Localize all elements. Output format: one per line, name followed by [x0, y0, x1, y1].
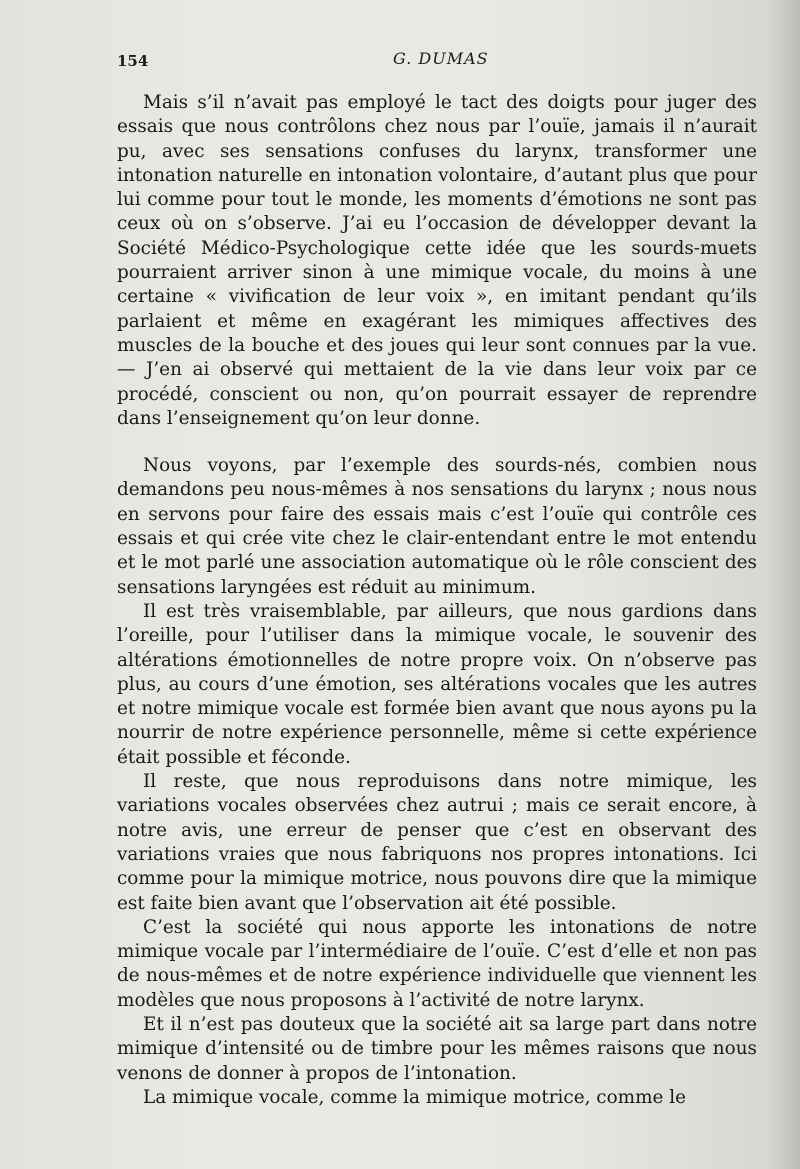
paragraph: Il est très vraisemblable, par ailleurs, que nous gardions dans l’oreille, pour l’utiliser dans la mimique vocale, le souvenir des altérations émotionnelles de notre propre voix. On n’observe pas plus, au cours d’une émotion, ses altérations vocales que les autres et notre mimique vocale est formée bien avant que nous ayons pu la nourrir de notre expérience personnelle, même si cette expérience était possible et féconde.: [117, 600, 757, 768]
page-header: [117, 48, 757, 74]
paragraph: Nous voyons, par l’exemple des sourds-nés, combien nous demandons peu nous-mêmes à nos sensations du larynx ; nous nous en servons pour faire des essais mais c’est l’ouïe qui contrôle ces essais et qui crée vite chez le clair-entendant entre le mot entendu et le mot parlé une association automatique où le rôle conscient des sensations laryngées est réduit au minimum.: [117, 455, 757, 598]
paragraph: C’est la société qui nous apporte les intonations de notre mimique vocale par l’intermédiaire de l’ouïe. C’est d’elle et non pas de nous-mêmes et de notre expérience individuelle que viennent les modèles que nous proposons à l’activité de notre larynx.: [117, 916, 757, 1011]
paragraph: Il reste, que nous reproduisons dans notre mimique, les variations vocales observées chez autrui ; mais ce serait encore, à notre avis, une erreur de penser que c’est en observant des variations vraies que nous fabriquons nos propres intonations. Ici comme pour la mimique motrice, nous pouvons dire que la mimique est faite bien avant que l’observation ait été possible.: [117, 771, 757, 914]
running-head: G. DUMAS: [393, 49, 489, 68]
paragraph: Mais s’il n’avait pas employé le tact des doigts pour juger des essais que nous contrôlons chez nous par l’ouïe, jamais il n’aurait pu, avec ses sensations confuses du larynx, transformer une intonation naturelle en intonation volontaire, d’autant plus que pour lui comme pour tout le monde, les moments d’émotions ne sont pas ceux où on s’observe. J’ai eu l’occasion de développer devant la Société Médico-Psychologique cette idée que les sourds-muets pourraient arriver sinon à une mimique vocale, du moins à une certaine « vivification de leur voix », en imitant pendant qu’ils parlaient et même en exagérant les mimiques affectives des muscles de la bouche et des joues qui leur sont connues par la vue. — J’en ai observé qui mettaient de la vie dans leur voix par ce procédé, conscient ou non, qu’on pourrait essayer de reprendre dans l’enseignement qu’on leur donne.: [117, 92, 757, 429]
page-body: [117, 91, 757, 1110]
paragraph: Et il n’est pas douteux que la société ait sa large part dans notre mimique d’intensité ou de timbre pour les mêmes raisons que nous venons de donner à propos de l’intonation.: [117, 1013, 757, 1084]
page-number: 154: [117, 52, 149, 70]
paragraph: La mimique vocale, comme la mimique motrice, comme le: [143, 1086, 687, 1108]
